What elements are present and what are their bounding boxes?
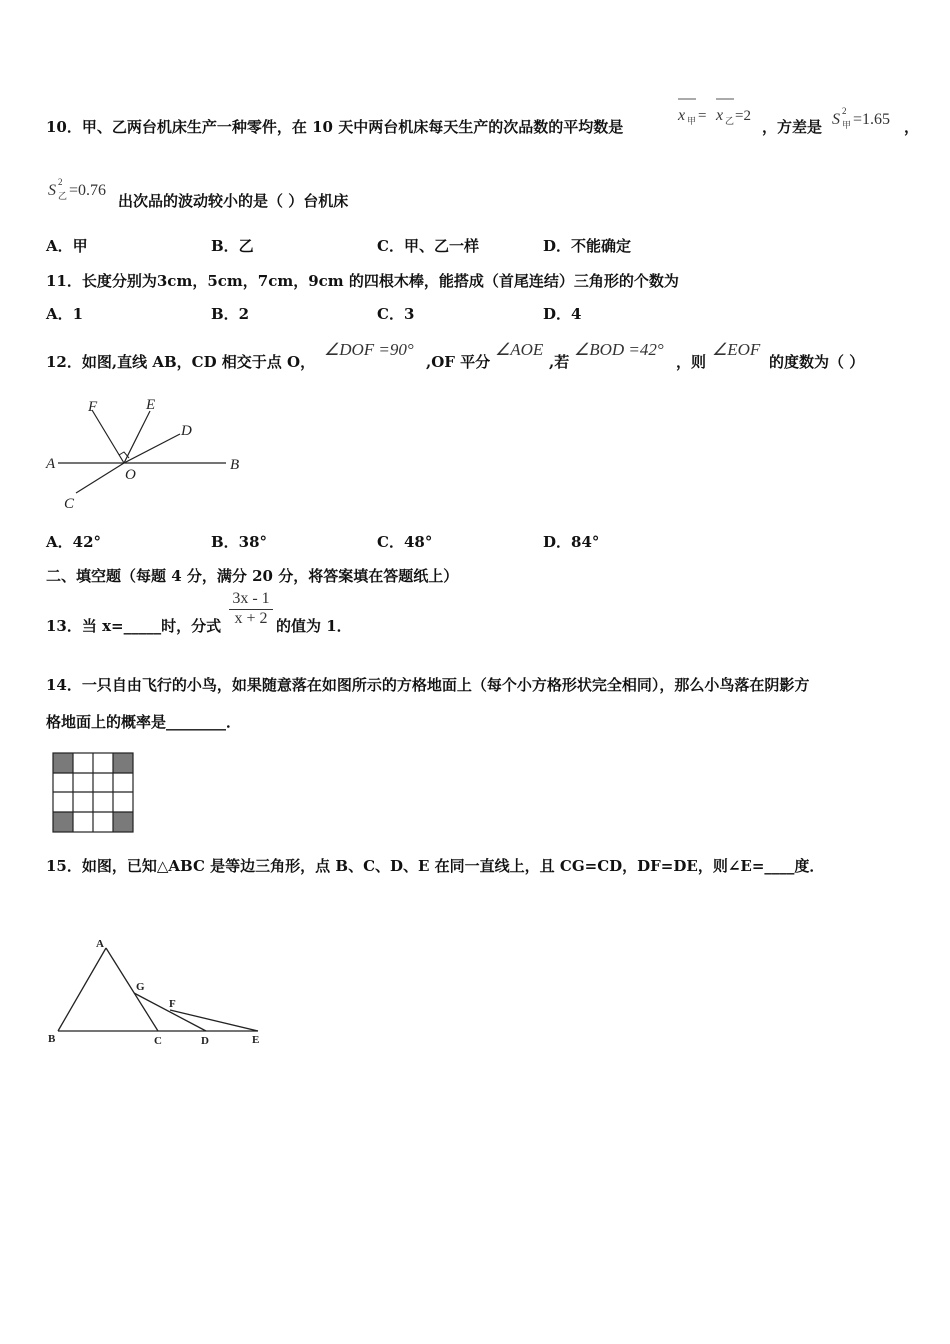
q10-number: 10． [46, 118, 82, 136]
label-a: A [46, 456, 56, 472]
label-a: A [96, 938, 104, 950]
svg-text:甲: 甲 [842, 120, 852, 130]
svg-text:x: x [716, 107, 724, 124]
q11-option-a[interactable]: A．1 [46, 305, 84, 323]
q12-text-e: 的度数为（ ） [769, 353, 865, 371]
q12-formula-eof: ∠EOF [712, 340, 761, 359]
q10-text2: 出次品的波动较小的是（ ）台机床 [118, 192, 349, 210]
q10-comma: ， [904, 118, 920, 136]
svg-text:甲: 甲 [687, 116, 697, 126]
shaded-cell [113, 753, 133, 773]
svg-text:x: x [678, 107, 686, 124]
svg-text:=: = [698, 108, 707, 124]
svg-text:乙: 乙 [58, 191, 68, 201]
q12-text-d: ，则 [676, 353, 707, 371]
svg-text:=0.76: =0.76 [69, 182, 107, 199]
svg-text:2: 2 [842, 106, 847, 116]
svg-text:2: 2 [58, 177, 63, 187]
ray-oe [124, 411, 150, 463]
label-d: D [181, 423, 192, 439]
q12-option-d[interactable]: D．84° [543, 533, 600, 551]
q13-numerator: 3x - 1 [229, 590, 273, 610]
label-f: F [169, 998, 176, 1010]
q10-text: 甲、乙两台机床生产一种零件，在 10 天中两台机床每天生产的次品数的平均数是 [81, 118, 624, 136]
shaded-cell [53, 753, 73, 773]
q12-formula-dof: ∠DOF =90° [324, 340, 414, 359]
label-d: D [201, 1035, 209, 1047]
q10-option-c[interactable]: C．甲、乙一样 [377, 237, 479, 255]
q11-option-d[interactable]: D．4 [543, 305, 582, 323]
label-e: E [146, 397, 156, 413]
q12-figure [40, 392, 260, 517]
q12-text-b: ,OF 平分 [426, 353, 491, 371]
q10-mean-formula [676, 96, 762, 136]
svg-text:=1.65: =1.65 [853, 111, 891, 128]
label-c: C [154, 1035, 162, 1047]
q10-option-b[interactable]: B．乙 [211, 237, 254, 255]
q12-option-c[interactable]: C．48° [377, 533, 433, 551]
q13-denominator: x + 2 [234, 610, 268, 627]
q12-formula-aoe: ∠AOE [495, 340, 544, 359]
shaded-cell [53, 812, 73, 832]
svg-text:乙: 乙 [725, 116, 735, 126]
q12-formula-bod: ∠BOD =42° [574, 340, 664, 359]
segment-fe [170, 1010, 258, 1031]
label-g: G [136, 981, 145, 993]
svg-text:S: S [48, 182, 56, 199]
section-2-heading: 二、填空题（每题 4 分，满分 20 分，将答案填在答题纸上） [46, 567, 459, 585]
q10-var2 [46, 175, 118, 205]
label-e: E [252, 1034, 260, 1046]
q15-figure [44, 936, 269, 1048]
svg-text:=2: =2 [735, 108, 751, 124]
q13-fraction [229, 590, 273, 628]
q12-text-c: ,若 [549, 353, 570, 371]
q12-option-b[interactable]: B．38° [211, 533, 268, 551]
q10-option-d[interactable]: D．不能确定 [543, 237, 632, 255]
q11-option-c[interactable]: C．3 [377, 305, 415, 323]
label-f: F [88, 399, 98, 415]
q10-line1 [46, 117, 623, 137]
q15-text: 15．如图，已知△ABC 是等边三角形，点 B、C、D、E 在同一直线上，且 CG=CD，DF=DE，则∠E=____度． [46, 857, 825, 875]
q10-var1 [830, 102, 905, 132]
label-b: B [230, 457, 240, 473]
q12-text-a: 12．如图,直线 AB，CD 相交于点 O， [46, 353, 316, 371]
label-o: O [125, 467, 136, 483]
q13-text-b: 的值为 1． [276, 617, 352, 635]
shaded-cell [113, 812, 133, 832]
q14-grid-figure [52, 752, 136, 834]
var2-svg [46, 175, 118, 205]
svg-text:S: S [832, 111, 840, 128]
label-b: B [48, 1033, 56, 1045]
side-ab [58, 948, 106, 1031]
q12-option-a[interactable]: A．42° [46, 533, 102, 551]
q10-after-mean: ，方差是 [762, 118, 823, 136]
mean-formula-svg [676, 96, 762, 136]
q13-text-a: 13．当 x=_____时，分式 [46, 617, 222, 635]
ray-oc [76, 463, 124, 493]
q11-option-b[interactable]: B．2 [211, 305, 250, 323]
side-ac [106, 948, 158, 1031]
q14-line2: 格地面上的概率是________． [46, 713, 242, 731]
q11-text: 11．长度分别为3cm，5cm，7cm，9cm 的四根木棒，能搭成（首尾连结）三角形的个数为 [46, 272, 679, 290]
ray-od [124, 434, 180, 463]
q10-option-a[interactable]: A．甲 [46, 237, 88, 255]
var1-svg [830, 102, 905, 132]
label-c: C [64, 496, 75, 512]
q14-line1: 14．一只自由飞行的小鸟，如果随意落在如图所示的方格地面上（每个小方格形状完全相同），那么小鸟落在阴影方 [46, 676, 810, 694]
